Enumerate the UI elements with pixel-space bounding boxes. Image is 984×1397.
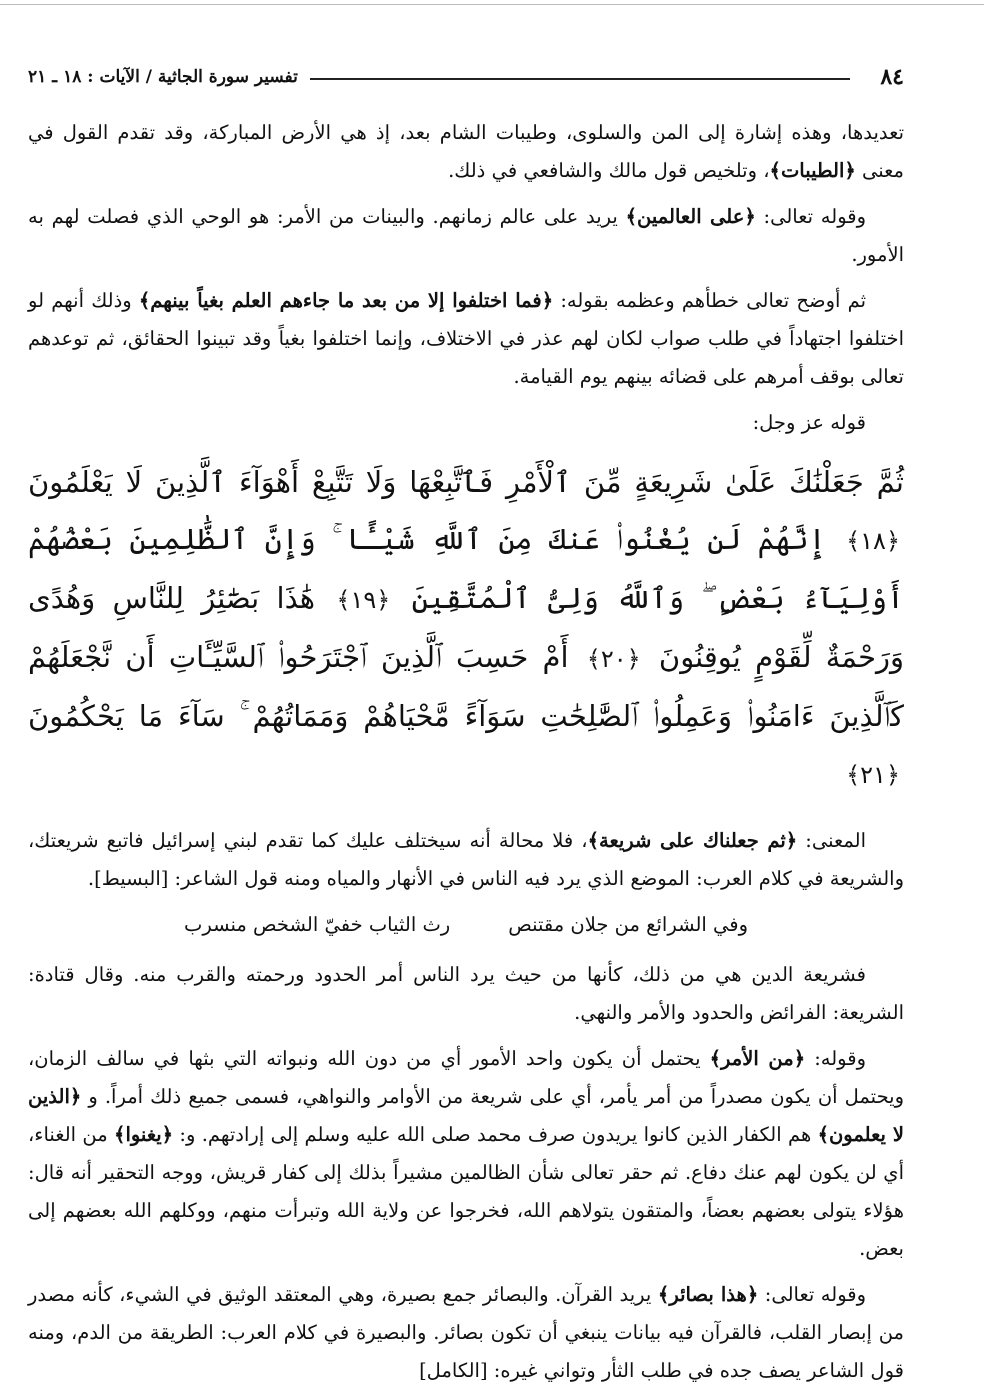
- quran-quote: ﴿هذا بصائر﴾: [657, 1283, 759, 1306]
- header-rule: [310, 78, 850, 80]
- verse-21: أَمْ حَسِبَ ٱلَّذِينَ ٱجْتَرَحُوا۟ ٱلسَّيِّـَٔاتِ أَن نَّجْعَلَهُمْ كَٱلَّذِينَ ءَامَنُوا۟ وَعَمِلُوا۟ ٱلصَّٰلِحَٰتِ سَوَآءً مَّحْيَاهُمْ وَمَمَاتُهُمْ ۚ سَآءَ مَا يَحْكُمُونَ: [28, 640, 904, 733]
- quran-quote: ﴿من الأمر﴾: [709, 1047, 806, 1070]
- ayah-number-21: ﴿٢١﴾: [846, 761, 900, 789]
- ayah-number-20: ﴿٢٠﴾: [586, 645, 641, 673]
- quran-quote: ﴿ثم جعلناك على شريعة﴾: [587, 829, 798, 852]
- page-body: [28, 114, 904, 1397]
- paragraph-4: قوله عز وجل:: [752, 411, 866, 434]
- verse-20: هَٰذَا بَصَٰٓئِرُ لِلنَّاسِ وَهُدًى وَرَحْمَةٌ لِّقَوْمٍ يُوقِنُونَ: [28, 581, 905, 674]
- paragraph-1: تعديدها، وهذه إشارة إلى المن والسلوى، وطيبات الشام بعد، إذ هي الأرض المباركة، وقد تقدم القول في معنى ﴿الطيبات﴾، وتلخيص قول مالك والشافعي في ذلك.: [28, 121, 904, 182]
- paragraph-7: وقوله: ﴿من الأمر﴾ يحتمل أن يكون واحد الأمور أي من دون الله ونبواته التي بثها في سالف الزمان، ويحتمل أن يكون مصدراً من أمر يأمر، أي على شريعة من الأوامر والنواهي، فسمى جميع ذلك أمراً. و ﴿الذين لا يعلمون﴾ هم الكفار الذين كانوا يريدون صرف محمد صلى الله عليه وسلم إلى إرادتهم. و: ﴿يغنوا﴾ من الغناء، أي لن يكون لهم عنك دفاع. ثم حقر تعالى شأن الظالمين مشيراً بذلك إلى كفار قريش، ووجه التحقير أنه قال: هؤلاء يتولى بعضهم بعضاً، والمتقون يتولاهم الله، فخرجوا عن ولاية الله وتبرأت منهم، ووكلهم الله بعضهم إلى بعض.: [28, 1047, 904, 1260]
- ayah-number-19: ﴿١٩﴾: [336, 586, 391, 614]
- paragraph-5: المعنى: ﴿ثم جعلناك على شريعة﴾، فلا محالة أنه سيختلف عليك كما تقدم لبني إسرائيل فاتبع شريعتك، والشريعة في كلام العرب: الموضع الذي يرد فيه الناس في الأنهار والمياه ومنه قول الشاعر: [البسيط].: [28, 829, 904, 890]
- poem-verse: [28, 906, 904, 944]
- poem-hemistich-1: وفي الشرائع من جلان مقتنص: [508, 913, 749, 936]
- poem-hemistich-2: رث الثياب خفيّ الشخص منسرب: [183, 913, 451, 936]
- verse-18: ثُمَّ جَعَلْنَٰكَ عَلَىٰ شَرِيعَةٍ مِّنَ ٱلْأَمْرِ فَٱتَّبِعْهَا وَلَا تَتَّبِعْ أَهْوَآءَ ٱلَّذِينَ لَا يَعْلَمُونَ: [28, 465, 904, 499]
- paragraph-6: فشريعة الدين هي من ذلك، كأنها من حيث يرد الناس أمر الحدود ورحمته والقرب منه. وقال قتادة: الشريعة: الفرائض والحدود والأمر والنهي.: [28, 963, 904, 1024]
- quran-quote: ﴿فما اختلفوا إلا من بعد ما جاءهم العلم بغياً بينهم﴾: [138, 289, 554, 312]
- paragraph-3: ثم أوضح تعالى خطأهم وعظمه بقوله: ﴿فما اختلفوا إلا من بعد ما جاءهم العلم بغياً بينهم﴾ وذلك أنهم لو اختلفوا اجتهاداً في طلب صواب لكان لهم عذر في الاختلاف، وإنما اختلفوا بغياً وقد تبينوا الحقائق، ثم توعدهم تعالى بوقف أمرهم على قضائه بينهم يوم القيامة.: [28, 289, 904, 388]
- verse-19: إِنَّهُمْ لَن يُغْنُوا۟ عَنكَ مِنَ ٱللَّهِ شَيْـًٔا ۚ وَإِنَّ ٱلظَّٰلِمِينَ بَعْضُهُمْ أَوْلِيَآءُ بَعْضٍ ۖ وَٱللَّهُ وَلِىُّ ٱلْمُتَّقِينَ: [28, 522, 905, 615]
- page-header: [28, 62, 904, 92]
- top-rule: [0, 4, 984, 5]
- quran-quote: ﴿يغنوا﴾: [114, 1123, 174, 1146]
- page-number: ٨٤: [880, 64, 904, 90]
- running-title: تفسير سورة الجاثية / الآيات : ١٨ ـ ٢١: [28, 67, 298, 87]
- quran-quote: ﴿على العالمين﴾: [625, 205, 756, 228]
- paragraph-2: وقوله تعالى: ﴿على العالمين﴾ يريد على عالم زمانهم. والبينات من الأمر: هو الوحي الذي فصلت لهم به الأمور.: [28, 205, 904, 266]
- ayah-number-18: ﴿١٨﴾: [846, 527, 900, 555]
- quran-verse-block: [28, 454, 904, 804]
- quran-quote: ﴿الذين لا يعلمون﴾: [28, 1085, 904, 1146]
- quran-quote: ﴿الطيبات﴾: [769, 159, 856, 182]
- paragraph-8: وقوله تعالى: ﴿هذا بصائر﴾ يريد القرآن. والبصائر جمع بصيرة، وهي المعتقد الوثيق في الشيء، كأنه مصدر من إبصار القلب، فالقرآن فيه بيانات ينبغي أن تكون بصائر. والبصيرة في كلام العرب: الطريقة من الدم، ومنه قول الشاعر يصف جده في طلب الثأر وتواني غيره: [الكامل]: [28, 1283, 904, 1382]
